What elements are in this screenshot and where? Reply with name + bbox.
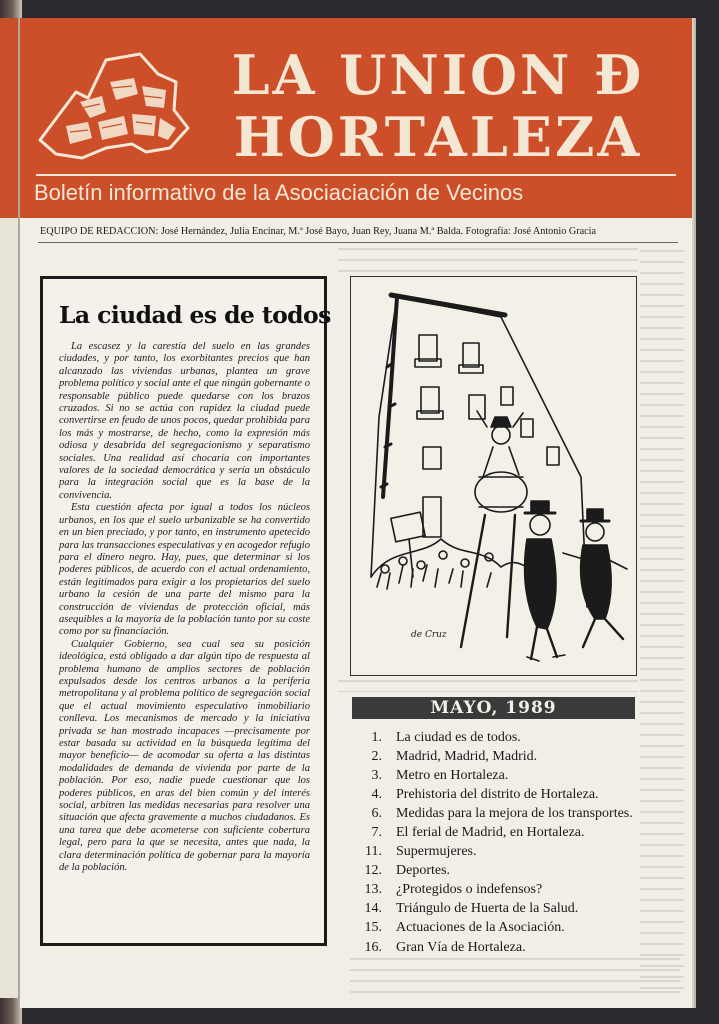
toc-item	[352, 804, 642, 823]
credits-divider	[38, 242, 678, 243]
toc-item	[352, 919, 642, 938]
issue-date-banner: MAYO, 1989	[352, 697, 635, 719]
masthead-title-line-1: LA UNION Ð	[231, 43, 645, 107]
toc-item	[352, 900, 642, 919]
toc-item-page: 6.	[371, 805, 382, 821]
toc-item-page: 11.	[365, 844, 382, 860]
toc-item	[352, 766, 642, 785]
toc-item	[352, 823, 642, 842]
editorial-paragraph: Esta cuestión afecta por igual a todos los núcleos urbanos, en los que el suelo urbanizable se ha convertido en un bien preciado, y por tanto, en instrumento apetecido para las transacciones especulativas y en acogedor refugio para el dinero negro. Hay, pues, que determinar si los poderes públicos, de acuerdo con el actual ordenamiento, están legitimados para exigir a los propietarios del suelo urbano la cesión de una parte del mismo para la construcción de viviendas de protección oficial, más asequibles a la mayoría de la población tanto por su coste como por su financiación.	[59, 502, 310, 638]
toc-item-page: 7.	[371, 825, 382, 841]
toc-item-label: Metro en Hortaleza.	[396, 767, 509, 783]
show-through-text	[640, 250, 684, 990]
district-map-icon	[36, 52, 192, 164]
table-of-contents	[352, 728, 642, 957]
toc-item-label: Supermujeres.	[396, 844, 477, 860]
header-divider	[36, 174, 676, 176]
toc-item-label: Medidas para la mejora de los transportes.	[396, 805, 633, 821]
adjacent-page-red-edge	[0, 18, 18, 218]
toc-item-label: Prehistoria del distrito de Hortaleza.	[396, 786, 599, 802]
toc-item	[352, 862, 642, 881]
toc-item-page: 13.	[364, 882, 382, 898]
toc-item-page: 2.	[371, 748, 382, 764]
toc-item-page: 12.	[364, 863, 382, 879]
toc-item-label: Gran Vía de Hortaleza.	[396, 939, 526, 955]
toc-item-page: 14.	[364, 901, 382, 917]
toc-item-label: Actuaciones de la Asociación.	[396, 920, 565, 936]
toc-item-page: 1.	[371, 729, 382, 745]
toc-item	[352, 881, 642, 900]
editorial-paragraph: Cualquier Gobierno, sea cual sea su posición ideológica, está obligado a dar algún tipo de respuesta al problema humano de amplios sectores de población expulsados desde los centros urbanos a la periferia metropolitana y al problema político de segregación social que el actual movimiento especulativo inmobiliario conlleva. Los mecanismos de mercado y la iniciativa privada se han mostrado incapaces —precisamente por estar basada su actividad en la búsqueda legítima del mayor beneficio— de acomodar su oferta a las distintas modalidades de demanda de vivienda por parte de la población. Por eso, nadie puede cuestionar que los poderes públicos, en aras del bien común y del interés social, arbitren las medidas necesarias para resolver una situación que afecta gravemente a muchos ciudadanos. Es una tarea que debe acometerse con suficiente cobertura legal, pero para la que se necesita, antes que nada, la clara determinación política de gobernar para la mayoría de la población.	[59, 638, 310, 874]
toc-item-label: El ferial de Madrid, en Hortaleza.	[396, 825, 585, 841]
toc-item-page: 4.	[371, 786, 382, 802]
editorial-credits: EQUIPO DE REDACCION: José Hernández, Julia Encinar, M.ª José Bayo, Juan Rey, Juana M.ª Balda. Fotografía: José Antonio Gracia	[40, 226, 596, 237]
toc-item-page: 15.	[364, 920, 382, 936]
show-through-text	[350, 958, 680, 998]
toc-item-label: ¿Protegidos o indefensos?	[396, 882, 543, 898]
newsletter-page	[20, 18, 692, 1008]
masthead-title-line-2: HORTALEZA	[233, 105, 643, 169]
toc-item	[352, 747, 642, 766]
toc-item	[352, 785, 642, 804]
cartoon-drawing	[351, 277, 635, 674]
toc-item-label: Deportes.	[396, 863, 451, 879]
cartoon-illustration	[350, 276, 637, 676]
toc-item-label: La ciudad es de todos.	[396, 729, 521, 745]
editorial-paragraph: La escasez y la carestía del suelo en las grandes ciudades, y por tanto, los exorbitantes precios que han alcanzado las viviendas urbanas, plantea un grave problema político y social ante el que ningún gobernante o responsable público puede quedarse con los brazos cruzados. Si no se actúa con rapidez la ciudad puede convertirse en feudo de unos pocos, quedar prohibida para los más y mostrarse, de hecho, como la expresión más odiosa y desabrida del segregacionismo y separatismo sociales. Una realidad así chocaría con importantes valores de la sociedad democrática y sería un obstáculo para la integración social que es la base de la convivencia.	[59, 341, 310, 501]
toc-item-label: Triángulo de Huerta de la Salud.	[396, 901, 579, 917]
show-through-text	[338, 680, 638, 692]
illustration-signature: de Cruz	[411, 630, 447, 640]
adjacent-page-paper-edge	[0, 218, 18, 998]
show-through-text	[338, 248, 638, 272]
toc-item-page: 3.	[371, 767, 382, 783]
toc-item	[352, 843, 642, 862]
editorial-title: La ciudad es de todos	[59, 301, 331, 329]
scan-left-edge	[0, 0, 22, 1024]
toc-item-page: 16.	[364, 939, 382, 955]
masthead	[20, 18, 692, 218]
toc-item-label: Madrid, Madrid, Madrid.	[396, 748, 538, 764]
editorial-box	[40, 276, 331, 946]
masthead-subtitle: Boletín informativo de la Asociaciación de Vecinos	[34, 180, 524, 205]
toc-item	[352, 728, 642, 747]
toc-item	[352, 938, 642, 957]
